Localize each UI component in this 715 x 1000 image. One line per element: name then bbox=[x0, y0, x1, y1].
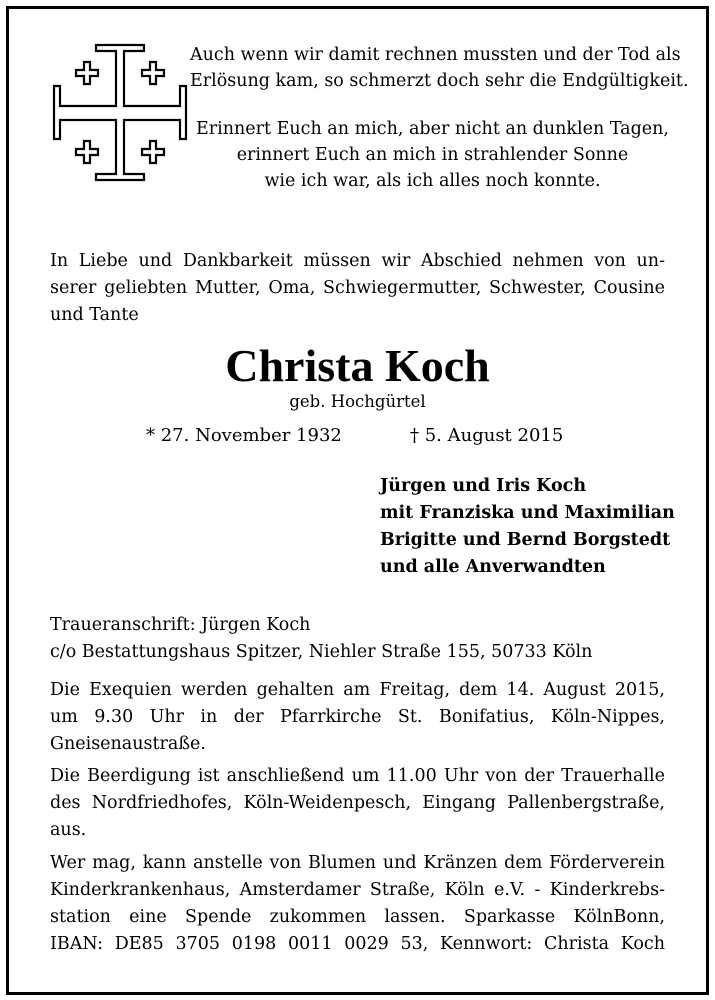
intro-line: In Liebe und Dankbarkeit müssen wir Abschied nehmen von un- bbox=[50, 251, 665, 271]
intro-line: serer geliebten Mutter, Oma, Schwiegermutter, Schwester, Cousine bbox=[50, 278, 665, 298]
mourner-line: Brigitte und Bernd Borgstedt bbox=[380, 530, 671, 550]
jerusalem-cross-icon bbox=[50, 40, 190, 185]
intro-line: und Tante bbox=[50, 305, 139, 325]
birth-date: * 27. November 1932 bbox=[146, 425, 342, 446]
mourner-line: und alle Anverwandten bbox=[380, 557, 606, 577]
verse-line: Erlösung kam, so schmerzt doch sehr die Endgültigkeit. bbox=[190, 71, 689, 91]
death-date: † 5. August 2015 bbox=[410, 425, 564, 446]
donation-line: IBAN: DE85 3705 0198 0011 0029 53, Kennwort: Christa Koch bbox=[50, 934, 665, 954]
verse-line: Erinnert Euch an mich, aber nicht an dunklen Tagen, bbox=[196, 119, 669, 139]
burial-line: aus. bbox=[50, 820, 87, 840]
verse-second-stanza bbox=[190, 116, 675, 194]
verse-line: Auch wenn wir damit rechnen mussten und der Tod als bbox=[190, 45, 681, 65]
exequies-line: um 9.30 Uhr in der Pfarrkirche St. Bonifatius, Köln-Nippes, bbox=[50, 707, 665, 727]
mourners-list bbox=[380, 473, 675, 581]
verse-first-stanza bbox=[190, 42, 689, 94]
exequies-line: Gneisenaustraße. bbox=[50, 734, 206, 754]
mourner-line: Jürgen und Iris Koch bbox=[380, 476, 587, 496]
donation-line: Wer mag, kann anstelle von Blumen und Kränzen dem Förderverein bbox=[50, 853, 665, 873]
address-line: c/o Bestattungshaus Spitzer, Niehler Straße 155, 50733 Köln bbox=[50, 642, 593, 662]
exequies-paragraph bbox=[50, 677, 665, 758]
intro-paragraph bbox=[50, 248, 665, 329]
burial-paragraph bbox=[50, 763, 665, 844]
birth-name: geb. Hochgürtel bbox=[289, 392, 426, 411]
donation-line: Kinderkrankenhaus, Amsterdamer Straße, Köln e.V. - Kinderkrebs- bbox=[50, 880, 665, 900]
burial-line: Die Beerdigung ist anschließend um 11.00 Uhr von der Trauerhalle bbox=[50, 766, 665, 786]
deceased-name: Christa Koch bbox=[225, 340, 490, 391]
mourning-address bbox=[50, 612, 665, 666]
donation-line: station eine Spende zukommen lassen. Sparkasse KölnBonn, bbox=[50, 907, 665, 927]
address-line: Traueranschrift: Jürgen Koch bbox=[50, 615, 311, 635]
mourner-line: mit Franziska und Maximilian bbox=[380, 503, 675, 523]
verse-line: wie ich war, als ich alles noch konnte. bbox=[264, 171, 601, 191]
exequies-line: Die Exequien werden gehalten am Freitag, dem 14. August 2015, bbox=[50, 680, 665, 700]
burial-line: des Nordfriedhofes, Köln-Weidenpesch, Eingang Pallenbergstraße, bbox=[50, 793, 665, 813]
donation-paragraph bbox=[50, 850, 665, 958]
verse-line: erinnert Euch an mich in strahlender Sonne bbox=[236, 145, 629, 165]
